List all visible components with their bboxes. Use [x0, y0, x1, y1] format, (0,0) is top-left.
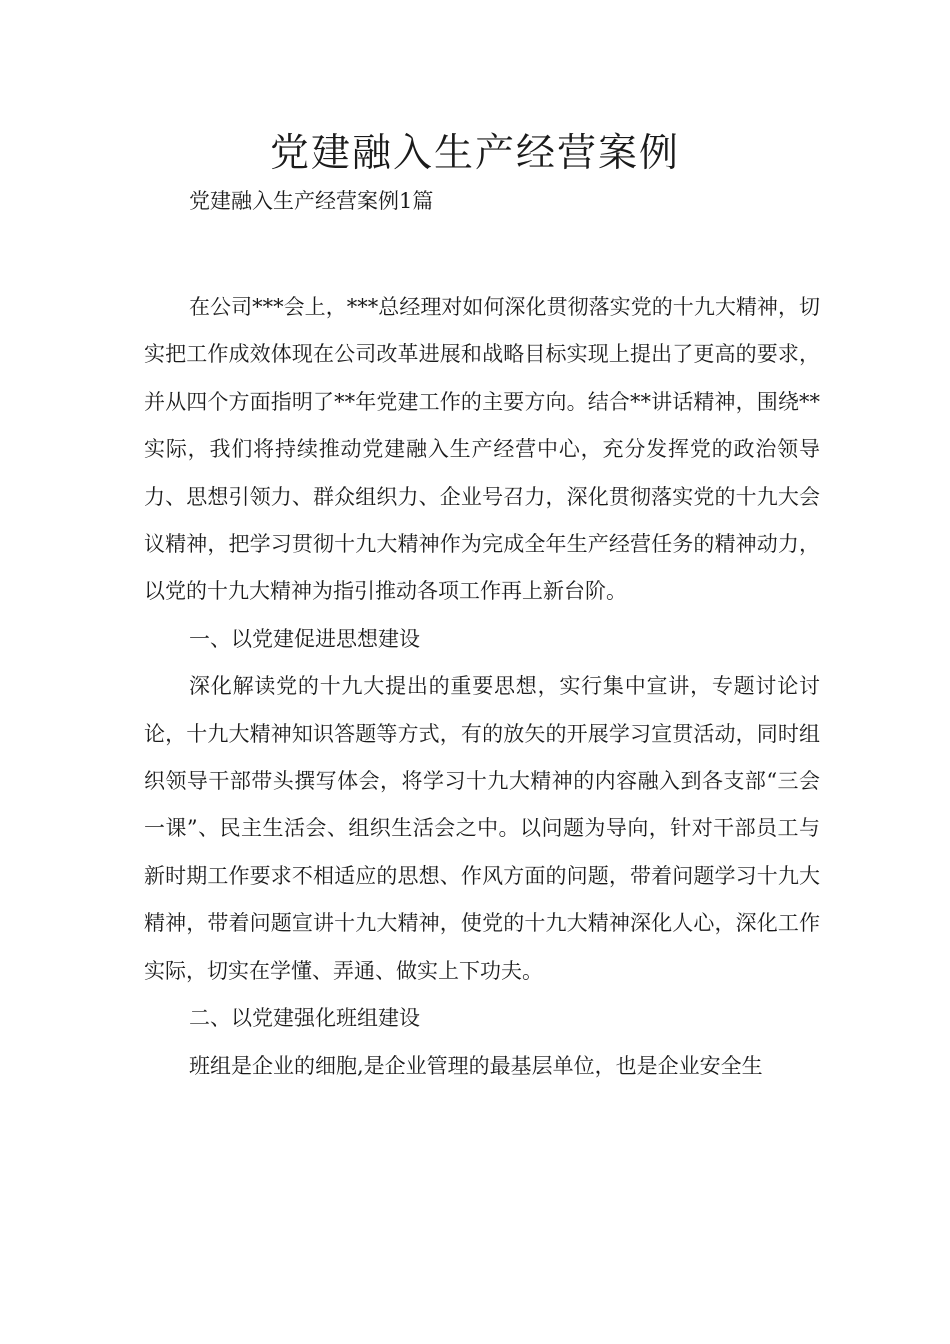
- document-title: 党建融入生产经营案例: [269, 131, 680, 176]
- document-subtitle: 党建融入生产经营案例1篇: [189, 189, 434, 213]
- paragraph-section-1: 深化解读党的十九大提出的重要思想，实行集中宣讲，专题讨论讨论，十九大精神知识答题等方式，有的放矢的开展学习宣贯活动，同时组织领导干部带头撰写体会，将学习十九大精神的内容融入到各支部“三会一课”、民主生活会、组织生活会之中。以问题为导向，针对干部员工与新时期工作要求不相适应的思想、作风方面的问题，带着问题学习十九大精神，带着问题宣讲十九大精神，使党的十九大精神深化人心，深化工作实际，切实在学懂、弄通、做实上下功夫。: [144, 674, 820, 983]
- section-heading-2: 二、以党建强化班组建设: [189, 1006, 420, 1031]
- document-body: [144, 284, 820, 1090]
- paragraph-intro: 在公司***会上，***总经理对如何深化贯彻落实党的十九大精神，切实把工作成效体现在公司改革进展和战略目标实现上提出了更高的要求，并从四个方面指明了**年党建工作的主要方向。结合**讲话精神，围绕**实际，我们将持续推动党建融入生产经营中心，充分发挥党的政治领导力、思想引领力、群众组织力、企业号召力，深化贯彻落实党的十九大会议精神，把学习贯彻十九大精神作为完成全年生产经营任务的精神动力，以党的十九大精神为指引推动各项工作再上新台阶。: [144, 295, 820, 604]
- paragraph-section-2: 班组是企业的细胞,是企业管理的最基层单位，也是企业安全生: [189, 1053, 763, 1078]
- section-heading-1: 一、以党建促进思想建设: [189, 626, 420, 651]
